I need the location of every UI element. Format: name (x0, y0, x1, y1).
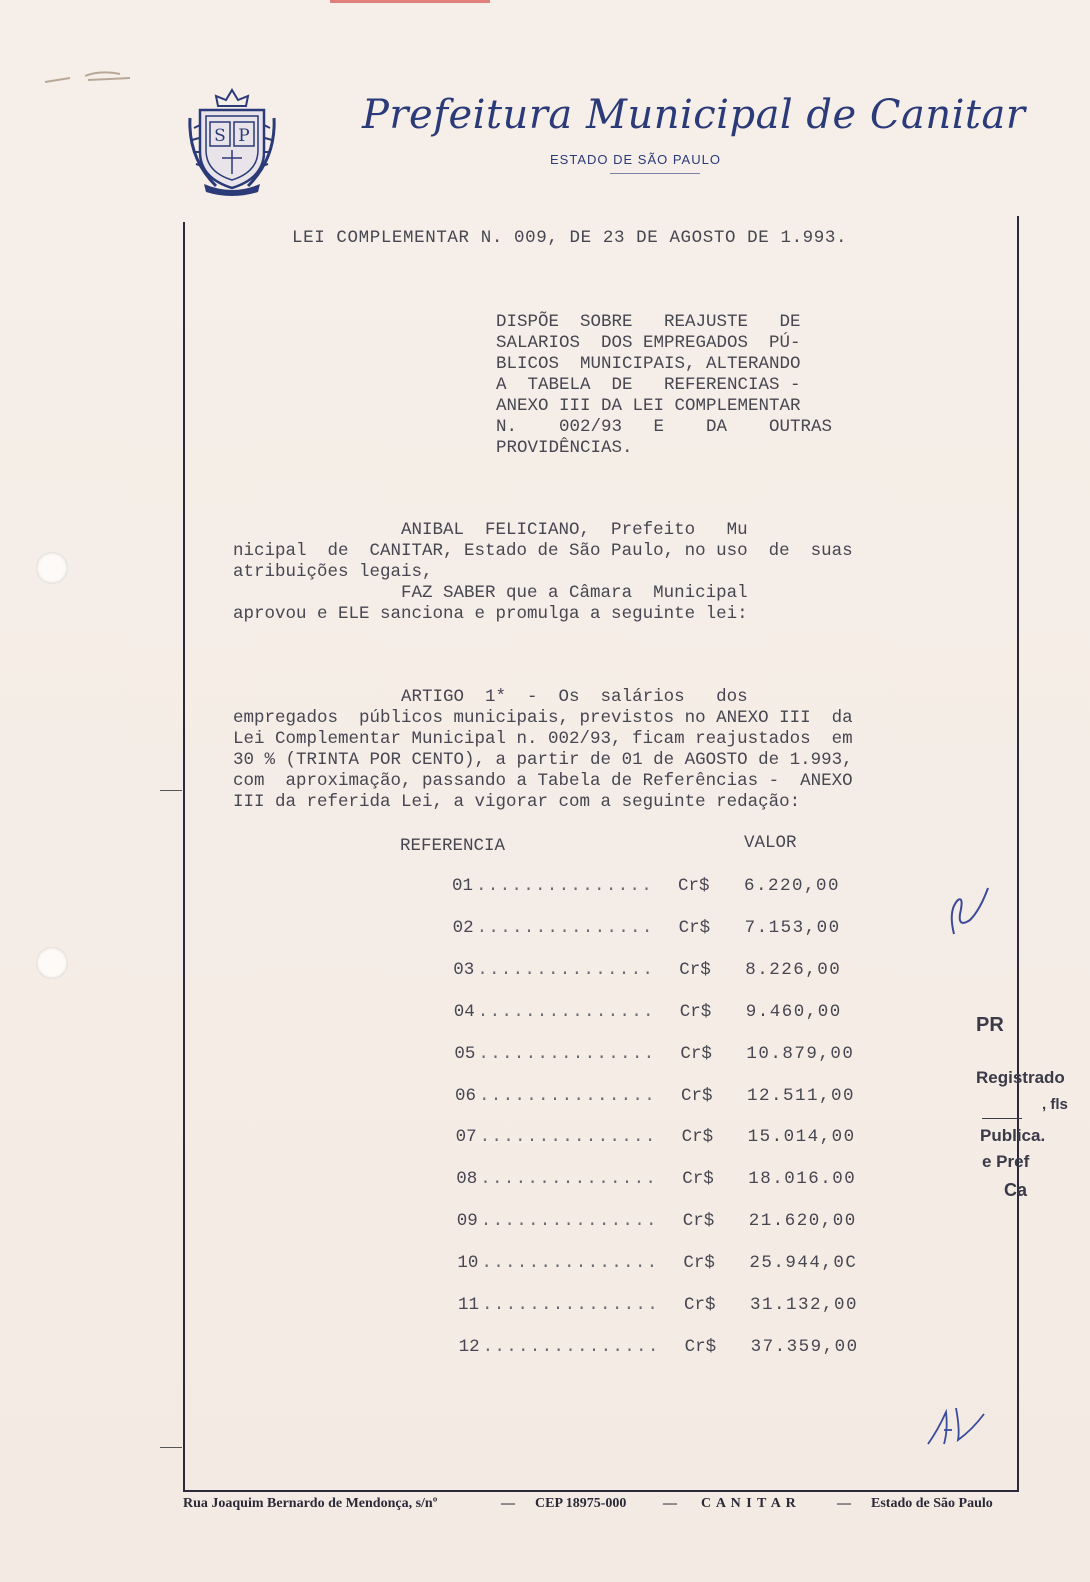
table-row-leader-dots: ............... (480, 1211, 658, 1232)
table-row-reference: 10 (457, 1253, 479, 1274)
table-row-reference: 02 (452, 917, 474, 938)
table-row-reference: 05 (454, 1043, 476, 1064)
header-subtitle: ESTADO DE SÃO PAULO (550, 152, 721, 167)
table-row-reference: 01 (452, 876, 474, 896)
table-row-value: 12.511,00 (747, 1085, 856, 1106)
stamp-line: , fls (1042, 1096, 1068, 1113)
initials-signature (940, 880, 1000, 945)
footer-dash: — (501, 1496, 515, 1511)
stamp-line: PR (976, 1014, 1004, 1036)
table-row-value: 10.879,00 (746, 1043, 855, 1064)
table-row-reference: 03 (453, 959, 475, 980)
table-row-currency: Cr$ (683, 1253, 715, 1274)
state-seal-icon (186, 88, 278, 196)
table-row-currency: Cr$ (678, 876, 710, 896)
table-row-leader-dots: ............... (477, 959, 655, 980)
registration-stamp (972, 1010, 1082, 1210)
footer-street: Rua Joaquim Bernardo de Mendonça, s/nº (183, 1496, 438, 1511)
footer-dash: — (837, 1496, 851, 1511)
initials-signature (922, 1400, 992, 1455)
table-header-reference: REFERENCIA (400, 836, 506, 856)
stamp-line: e Pref (982, 1152, 1030, 1171)
table-row-value: 6.220,00 (744, 876, 841, 896)
table-row-reference: 09 (456, 1211, 478, 1232)
footer-dash: — (663, 1496, 677, 1511)
table-row-currency: Cr$ (682, 1169, 714, 1190)
svg-text:S: S (214, 126, 226, 146)
red-edge-mark (330, 0, 490, 3)
table-row-reference: 07 (455, 1127, 477, 1148)
margin-tick (160, 790, 182, 791)
frame-right-border (1017, 216, 1019, 1492)
table-header-value: VALOR (744, 833, 797, 853)
table-row-leader-dots: ............... (482, 1295, 660, 1315)
table-row-value: 9.460,00 (745, 1001, 842, 1022)
table-row-reference: 11 (458, 1295, 480, 1315)
article-1: ARTIGO 1* - Os salários dos empregados públicos municipais, previstos no ANEXO III da Lei Complementar Municipal n. 002/93, ficam reajustados em 30 % (TRINTA POR CENTO), a partir de 01 de AGOSTO de 1.993, com aproximação, passando a Tabela de Referências - ANEXO III da referida Lei, a vigorar com a seguinte redação: (233, 687, 853, 812)
punch-hole (36, 947, 68, 979)
law-summary: DISPÕE SOBRE REAJUSTE DE SALARIOS DOS EMPREGADOS PÚ- BLICOS MUNICIPAIS, ALTERANDO A TABELA DE REFERENCIAS - ANEXO III DA LEI COMPLEMENTAR N. 002/93 E DA OUTRAS PROVIDÊNCIAS. (496, 312, 833, 458)
table-row-leader-dots: ............... (482, 1336, 660, 1357)
table-row-leader-dots: ............... (480, 1169, 658, 1190)
table-row-leader-dots: ............... (481, 1253, 659, 1274)
table-row-leader-dots: ............... (479, 1127, 657, 1148)
table-row-currency: Cr$ (679, 1001, 712, 1022)
footer-address (183, 1496, 1023, 1516)
table-row-leader-dots: ............... (479, 1085, 657, 1106)
preamble-paragraph: ANIBAL FELICIANO, Prefeito Mu nicipal de CANITAR, Estado de São Paulo, no uso de suas atribuições legais, (233, 520, 853, 582)
header-divider (610, 173, 700, 174)
pencil-scribble (40, 60, 150, 90)
table-row-leader-dots: ............... (476, 917, 654, 938)
table-row-value: 21.620,00 (748, 1211, 857, 1232)
page-title: Prefeitura Municipal de Canitar (362, 92, 1026, 138)
table-row-currency: Cr$ (681, 1127, 714, 1148)
table-row-value: 7.153,00 (744, 917, 841, 938)
table-row-reference: 12 (458, 1336, 480, 1357)
table-row-value: 31.132,00 (750, 1295, 859, 1315)
table-row-currency: Cr$ (681, 1085, 713, 1106)
stamp-line: Registrado (976, 1068, 1065, 1087)
punch-hole (36, 552, 68, 584)
frame-bottom-border (183, 1490, 1019, 1492)
stamp-line: Publica. (980, 1126, 1046, 1145)
frame-left-border (183, 222, 185, 1492)
table-row-currency: Cr$ (680, 1043, 712, 1064)
table-row-reference: 08 (456, 1169, 478, 1190)
table-row-value: 8.226,00 (745, 959, 842, 980)
table-row-currency: Cr$ (684, 1295, 716, 1315)
margin-tick (160, 1447, 182, 1448)
table-row-leader-dots: ............... (477, 1001, 655, 1022)
table-row-value: 37.359,00 (750, 1336, 859, 1357)
table-row-value: 15.014,00 (747, 1127, 856, 1148)
table-row-reference: 06 (455, 1085, 477, 1106)
table-row-reference: 04 (453, 1001, 475, 1022)
enactment-paragraph: FAZ SABER que a Câmara Municipal aprovou e ELE sanciona e promulga a seguinte lei: (233, 583, 748, 624)
law-title: LEI COMPLEMENTAR N. 009, DE 23 DE AGOSTO DE 1.993. (292, 228, 848, 248)
table-row-leader-dots: ............... (476, 876, 654, 896)
table-row-value: 25.944,0C (749, 1253, 858, 1274)
footer-city: C A N I T A R (701, 1496, 797, 1511)
table-row-leader-dots: ............... (478, 1043, 656, 1064)
footer-cep: CEP 18975-000 (535, 1496, 627, 1511)
footer-state: Estado de São Paulo (871, 1496, 993, 1511)
table-row-currency: Cr$ (679, 959, 711, 980)
svg-text:P: P (238, 126, 250, 146)
table-row-currency: Cr$ (684, 1336, 717, 1357)
table-row-currency: Cr$ (682, 1211, 715, 1232)
table-row-value: 18.016.00 (748, 1169, 857, 1190)
table-row-currency: Cr$ (678, 917, 711, 938)
stamp-line: Ca (1004, 1180, 1028, 1200)
